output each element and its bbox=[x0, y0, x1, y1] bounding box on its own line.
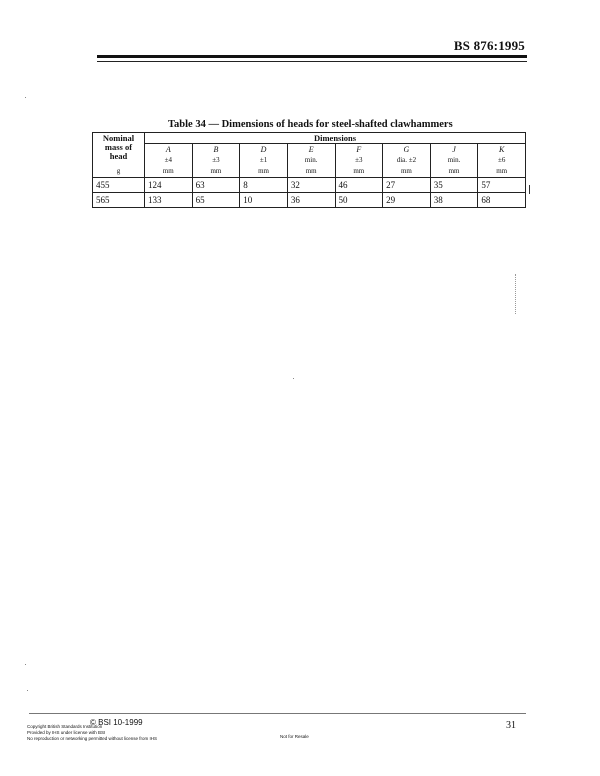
dimension-letter: D bbox=[240, 144, 288, 156]
dimension-tolerance: min. bbox=[287, 155, 335, 166]
dimension-letter: F bbox=[335, 144, 383, 156]
dimension-tolerance: min. bbox=[430, 155, 478, 166]
value-cell: 133 bbox=[145, 193, 193, 208]
header-rule-thick bbox=[97, 55, 527, 58]
dimension-letter: B bbox=[192, 144, 240, 156]
value-cell: 50 bbox=[335, 193, 383, 208]
page-number: 31 bbox=[506, 720, 516, 731]
value-cell: 10 bbox=[240, 193, 288, 208]
footer-not-for-resale: Not for Resale bbox=[280, 734, 309, 739]
nominal-mass-label: Nominal mass of head bbox=[102, 133, 135, 161]
header-rule-thin bbox=[97, 61, 527, 62]
dimension-unit: mm bbox=[430, 166, 478, 178]
dimension-unit: mm bbox=[335, 166, 383, 178]
footer-reproduction: No reproduction or networking permitted without license from IHS bbox=[27, 736, 158, 741]
value-cell: 68 bbox=[478, 193, 526, 208]
value-cell: 63 bbox=[192, 178, 240, 193]
change-bar bbox=[529, 185, 530, 194]
dimension-letter: A bbox=[145, 144, 193, 156]
scan-speck bbox=[27, 690, 28, 691]
mass-cell: 565 bbox=[93, 193, 145, 208]
value-cell: 8 bbox=[240, 178, 288, 193]
dimensions-header: Dimensions bbox=[145, 133, 526, 144]
dimension-letter: K bbox=[478, 144, 526, 156]
dimension-unit: mm bbox=[192, 166, 240, 178]
scan-speck bbox=[293, 378, 294, 379]
dimension-letter: J bbox=[430, 144, 478, 156]
value-cell: 32 bbox=[287, 178, 335, 193]
table-row bbox=[93, 178, 526, 193]
dimension-tolerance: ±3 bbox=[192, 155, 240, 166]
value-cell: 57 bbox=[478, 178, 526, 193]
scan-artifact bbox=[515, 274, 524, 314]
dimension-tolerance: ±6 bbox=[478, 155, 526, 166]
footer-rule bbox=[29, 713, 526, 714]
value-cell: 46 bbox=[335, 178, 383, 193]
value-cell: 29 bbox=[383, 193, 431, 208]
dimension-letter: G bbox=[383, 144, 431, 156]
mass-cell: 455 bbox=[93, 178, 145, 193]
table-title: Table 34 — Dimensions of heads for steel-shafted clawhammers bbox=[168, 119, 453, 130]
dimension-tolerance: ±1 bbox=[240, 155, 288, 166]
dimension-letter: E bbox=[287, 144, 335, 156]
dimension-unit: mm bbox=[478, 166, 526, 178]
table-row bbox=[93, 193, 526, 208]
dimension-unit: mm bbox=[240, 166, 288, 178]
value-cell: 27 bbox=[383, 178, 431, 193]
nominal-mass-unit: g bbox=[116, 167, 121, 175]
scan-speck bbox=[25, 664, 26, 665]
dimension-tolerance: ±4 bbox=[145, 155, 193, 166]
footer-copyright: Copyright British Standards Institution bbox=[27, 724, 103, 729]
value-cell: 36 bbox=[287, 193, 335, 208]
nominal-mass-header bbox=[93, 133, 145, 178]
dimension-unit: mm bbox=[383, 166, 431, 178]
footer-bsi-date: © BSI 10-1999 bbox=[90, 718, 143, 727]
dimensions-table bbox=[92, 132, 526, 208]
footer-provided: Provided by IHS under license with BSI bbox=[27, 730, 106, 735]
dimension-unit: mm bbox=[287, 166, 335, 178]
value-cell: 35 bbox=[430, 178, 478, 193]
value-cell: 65 bbox=[192, 193, 240, 208]
dimension-tolerance: dia. ±2 bbox=[383, 155, 431, 166]
value-cell: 124 bbox=[145, 178, 193, 193]
value-cell: 38 bbox=[430, 193, 478, 208]
standard-number: BS 876:1995 bbox=[453, 38, 525, 53]
dimension-unit: mm bbox=[145, 166, 193, 178]
scan-speck bbox=[25, 97, 26, 98]
dimension-tolerance: ±3 bbox=[335, 155, 383, 166]
